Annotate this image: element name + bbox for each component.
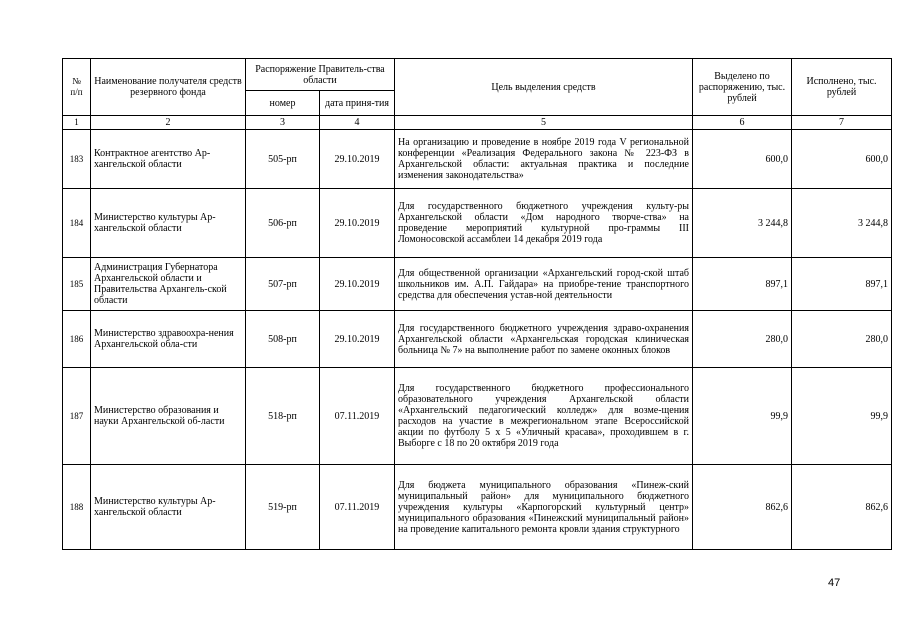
table-row [63,258,892,311]
row-executed: 897,1 [792,258,892,311]
row-order-date: 29.10.2019 [320,258,395,311]
column-number: 2 [91,116,246,130]
row-executed: 862,6 [792,465,892,550]
row-executed: 99,9 [792,368,892,465]
row-order-number: 508-рп [246,311,320,368]
table-row [63,465,892,550]
column-number: 5 [395,116,693,130]
row-purpose: Для государственного бюджетного профессионального образовательного учреждения Архангельской области «Архангельский педагогический колледж» для возме-щения расходов на участие в межрегиональном этапе Всероссийской акции по футболу 5 х 5 «Уличный красава», проходившем в г. Выборге с 18 по 20 октября 2019 года [395,368,693,465]
column-number: 6 [693,116,792,130]
row-recipient: Министерство культуры Ар-хангельской области [91,465,246,550]
row-allocated: 3 244,8 [693,189,792,258]
column-number-row [63,116,892,130]
row-order-date: 29.10.2019 [320,189,395,258]
header-order: Распоряжение Правитель-ства области [246,59,395,91]
row-order-number: 505-рп [246,130,320,189]
row-executed: 600,0 [792,130,892,189]
row-allocated: 600,0 [693,130,792,189]
row-order-date: 29.10.2019 [320,311,395,368]
reserve-fund-table [62,58,892,550]
column-number: 3 [246,116,320,130]
row-executed: 280,0 [792,311,892,368]
column-number: 4 [320,116,395,130]
header-recipient: Наименование получателя средств резервного фонда [91,59,246,116]
table-row [63,368,892,465]
row-recipient: Контрактное агентство Ар-хангельской области [91,130,246,189]
row-number: 188 [63,465,91,550]
row-order-date: 29.10.2019 [320,130,395,189]
row-order-date: 07.11.2019 [320,368,395,465]
table-row [63,130,892,189]
row-number: 187 [63,368,91,465]
header-allocated: Выделено по распоряжению, тыс. рублей [693,59,792,116]
table-row [63,189,892,258]
header-order-date: дата приня-тия [320,91,395,116]
row-purpose: На организацию и проведение в ноябре 2019 года V региональной конференции «Реализация Федерального закона № 223-ФЗ в Архангельской области: актуальная практика и последние изменения законодательства» [395,130,693,189]
row-recipient: Министерство здравоохра-нения Архангельской обла-сти [91,311,246,368]
row-allocated: 897,1 [693,258,792,311]
row-purpose: Для общественной организации «Архангельский город-ской штаб школьников им. А.П. Гайдара» на приобре-тение транспортного средства для обеспечения устав-ной деятельности [395,258,693,311]
row-number: 183 [63,130,91,189]
header-purpose: Цель выделения средств [395,59,693,116]
page-number: 47 [828,577,841,589]
column-number: 1 [63,116,91,130]
row-order-number: 507-рп [246,258,320,311]
header-executed: Исполнено, тыс. рублей [792,59,892,116]
row-executed: 3 244,8 [792,189,892,258]
header-order-number: номер [246,91,320,116]
row-order-number: 506-рп [246,189,320,258]
row-number: 184 [63,189,91,258]
row-purpose: Для государственного бюджетного учреждения культу-ры Архангельской области «Дом народного творче-ства» на проведение мероприятий культурной про-граммы III Ломоносовской ассамблеи 14 декабря 2019 года [395,189,693,258]
row-order-date: 07.11.2019 [320,465,395,550]
row-allocated: 99,9 [693,368,792,465]
row-recipient: Министерство культуры Ар-хангельской области [91,189,246,258]
row-recipient: Министерство образования и науки Архангельской об-ласти [91,368,246,465]
row-order-number: 518-рп [246,368,320,465]
row-purpose: Для бюджета муниципального образования «Пинеж-ский муниципальный район» для муниципального бюджетного учреждения культуры «Карпогорский культурный центр» муниципального образования «Пинежский муниципальный район» на проведение капитального ремонта кровли здания структурного [395,465,693,550]
row-number: 185 [63,258,91,311]
row-order-number: 519-рп [246,465,320,550]
row-recipient: Администрация Губернатора Архангельской области и Правительства Архангель-ской области [91,258,246,311]
row-allocated: 862,6 [693,465,792,550]
row-number: 186 [63,311,91,368]
row-purpose: Для государственного бюджетного учреждения здраво-охранения Архангельской области «Архангельская городская клиническая больница № 7» на выполнение работ по замене оконных блоков [395,311,693,368]
column-number: 7 [792,116,892,130]
row-allocated: 280,0 [693,311,792,368]
table-row [63,311,892,368]
header-number: № п/п [63,59,91,116]
